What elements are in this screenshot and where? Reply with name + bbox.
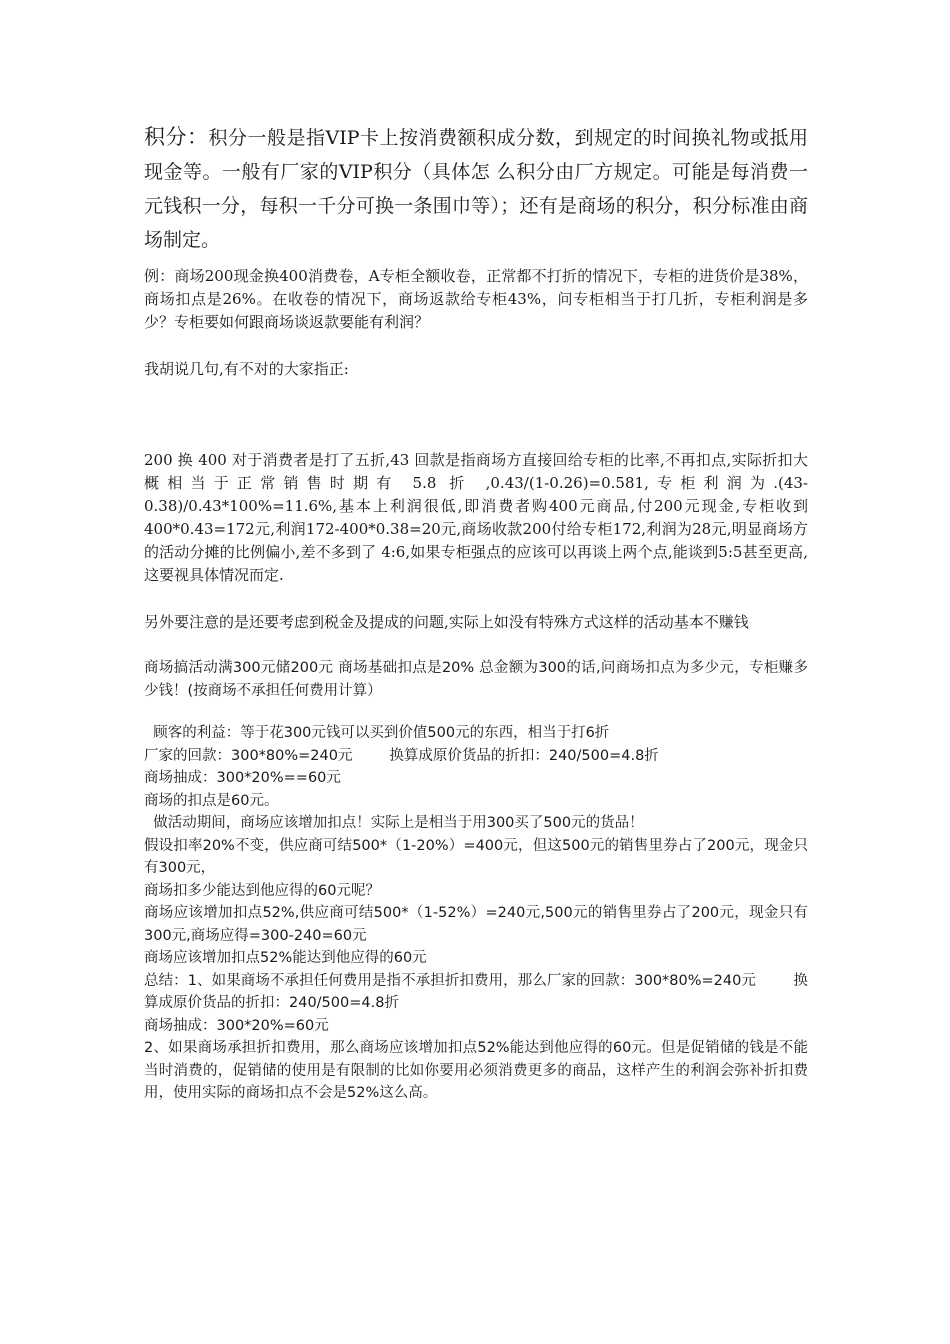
line-manufacturer-return: 厂家的回款：300*80%=240元 换算成原价货品的折扣：240/500=4.8折 [144, 747, 659, 764]
line-summary-1: 总结：1、如果商场不承担任何费用是指不承担折扣费用，那么厂家的回款：300*80%=240元 换算成原价货品的折扣：240/500=4.8折 [144, 972, 808, 1011]
intro-paragraph [144, 120, 808, 257]
calculation-lines [144, 722, 808, 1105]
analysis-paragraph: 200 换 400 对于消费者是打了五折,43 回款是指商场方直接回给专柜的比率,不再扣点,实际折扣大概相当于正常销售时期有 5.8 折 ,0.43/(1-0.26)=0.581,专柜利润为.(43-0.38)/0.43*100%=11.6%,基本上利润很低,即消费者购400元商品,付200元现金,专柜收到400*0.43=172元,利润172-400*0.38=20元,商场收款200付给专柜172,利润为28元,明显商场方的活动分摊的比例偏小,差不多到了 4:6,如果专柜强点的应该可以再谈上两个点,能谈到5:5甚至更高,这要视具体情况而定. [144, 451, 808, 584]
document-page [144, 120, 808, 1105]
intro-body: 积分一般是指VIP卡上按消费额积成分数，到规定的时间换礼物或抵用现金等。一般有厂家的VIP积分（具体怎 么积分由厂方规定。可能是每消费一元钱积一分，每积一千分可换一条围巾等）；还有是商场的积分，积分标准由商场制定。 [144, 127, 808, 251]
line-assume-rate: 假设扣率20%不变，供应商可结500*（1-20%）=400元，但这500元的销售里券占了200元，现金只有300元， [144, 837, 808, 876]
line-customer-benefit: 顾客的利益：等于花300元钱可以买到价值500元的东西，相当于打6折 [144, 725, 610, 741]
question-paragraph: 商场搞活动满300元储200元 商场基础扣点是20% 总金额为300的话,问商场扣点为多少元，专柜赚多少钱！(按商场不承担任何费用计算） [144, 660, 808, 699]
line-summary-mall-share: 商场抽成：300*20%=60元 [144, 1017, 329, 1034]
example-paragraph: 例：商场200现金换400消费卷，A专柜全额收卷，正常都不打折的情况下，专柜的进货价是38%，商场扣点是26%。在收卷的情况下，商场返款给专柜43%，问专柜相当于打几折，专柜利润是多少？专柜要如何跟商场谈返款要能有利润？ [144, 267, 808, 331]
line-activity-period: 做活动期间，商场应该增加扣点！实际上是相当于用300买了500元的货品！ [144, 815, 644, 831]
note-paragraph: 另外要注意的是还要考虑到税金及提成的问题,实际上如没有特殊方式这样的活动基本不赚钱 [144, 613, 749, 631]
reply-intro: 我胡说几句,有不对的大家指正: [144, 360, 349, 378]
line-mall-deduction: 商场的扣点是60元。 [144, 792, 279, 809]
intro-lead: 积分： [144, 125, 209, 149]
line-increase-rate: 商场应该增加扣点52%,供应商可结500*（1-52%）=240元,500元的销售里券占了200元，现金只有300元,商场应得=300-240=60元 [144, 905, 808, 944]
line-question: 商场扣多少能达到他应得的60元呢？ [144, 882, 380, 899]
line-conclusion-rate: 商场应该增加扣点52%能达到他应得的60元 [144, 950, 427, 966]
line-mall-share: 商场抽成：300*20%==60元 [144, 770, 341, 786]
line-summary-2: 2、如果商场承担折扣费用，那么商场应该增加扣点52%能达到他应得的60元。但是促销储的钱是不能当时消费的，促销储的使用是有限制的比如你要用必须消费更多的商品，这样产生的利润会弥补折扣费用，使用实际的商场扣点不会是52%这么高。 [144, 1040, 808, 1101]
